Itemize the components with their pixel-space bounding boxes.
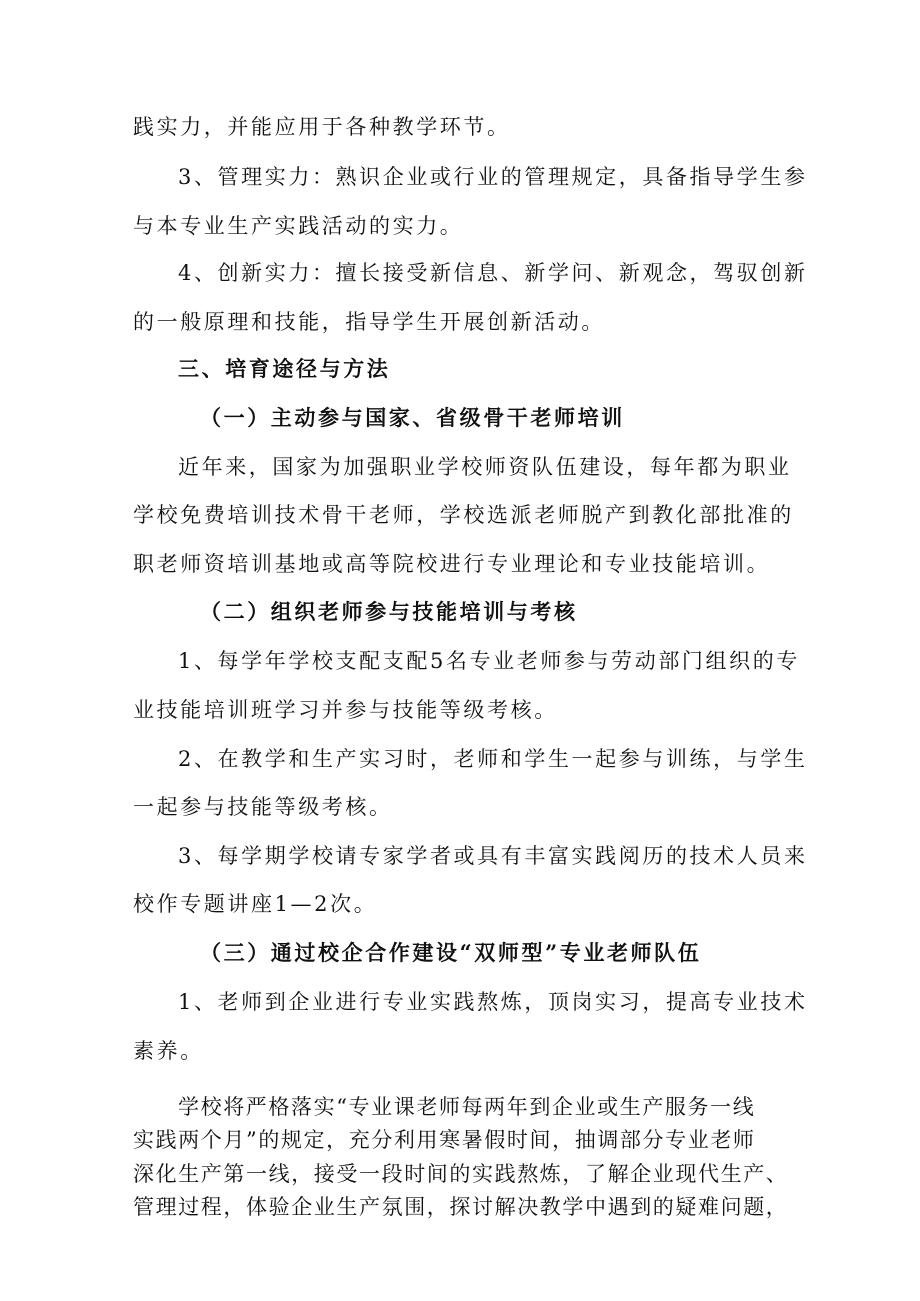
paragraph-line: 实践两个月”的规定，充分利用寒暑假时间，抽调部分专业老师 xyxy=(133,1128,756,1152)
paragraph-line: 业技能培训班学习并参与技能等级考核。 xyxy=(133,698,558,722)
paragraph-line: 与本专业生产实践活动的实力。 xyxy=(133,214,464,238)
paragraph-line: 素养。 xyxy=(133,1039,204,1063)
paragraph-line: 4、创新实力：擅长接受新信息、新学问、新观念，驾驭创新 xyxy=(178,261,808,285)
paragraph-line: 3、管理实力：熟识企业或行业的管理规定，具备指导学生参 xyxy=(178,165,808,189)
paragraph-line: 校作专题讲座1—2次。 xyxy=(133,892,378,916)
paragraph-line: 学校将严格落实“专业课老师每两年到企业或生产服务一线 xyxy=(178,1095,756,1119)
paragraph-line: 践实力，并能应用于各种教学环节。 xyxy=(133,115,511,139)
paragraph-line: 职老师资培训基地或高等院校进行专业理论和专业技能培训。 xyxy=(133,552,771,576)
paragraph-line: 近年来，国家为加强职业学校师资队伍建设，每年都为职业 xyxy=(178,455,792,479)
subsection-heading: （三）通过校企合作建设“双师型”专业老师队伍 xyxy=(200,940,702,965)
section-heading: 三、培育途径与方法 xyxy=(178,356,391,381)
paragraph-line: 1、老师到企业进行专业实践熬炼，顶岗实习，提高专业技术 xyxy=(178,990,808,1014)
paragraph-line: 深化生产第一线，接受一段时间的实践熬炼，了解企业现代生产、 xyxy=(133,1162,789,1186)
paragraph-line: 学校免费培训技术骨干老师，学校选派老师脱产到教化部批准的 xyxy=(133,503,794,527)
paragraph-line: 的一般原理和技能，指导学生开展创新活动。 xyxy=(133,310,605,334)
paragraph-line: 1、每学年学校支配支配5名专业老师参与劳动部门组织的专 xyxy=(178,649,800,673)
paragraph-line: 管理过程，体验企业生产氛围，探讨解决教学中遇到的疑难问题， xyxy=(133,1195,789,1219)
paragraph-line: 一起参与技能等级考核。 xyxy=(133,795,393,819)
subsection-heading: （一）主动参与国家、省级骨干老师培训 xyxy=(200,405,625,430)
subsection-heading: （二）组织老师参与技能培训与考核 xyxy=(200,599,578,624)
paragraph-line: 2、在教学和生产实习时，老师和学生一起参与训练，与学生 xyxy=(178,747,808,771)
paragraph-line: 3、每学期学校请专家学者或具有丰富实践阅历的技术人员来 xyxy=(178,844,808,868)
